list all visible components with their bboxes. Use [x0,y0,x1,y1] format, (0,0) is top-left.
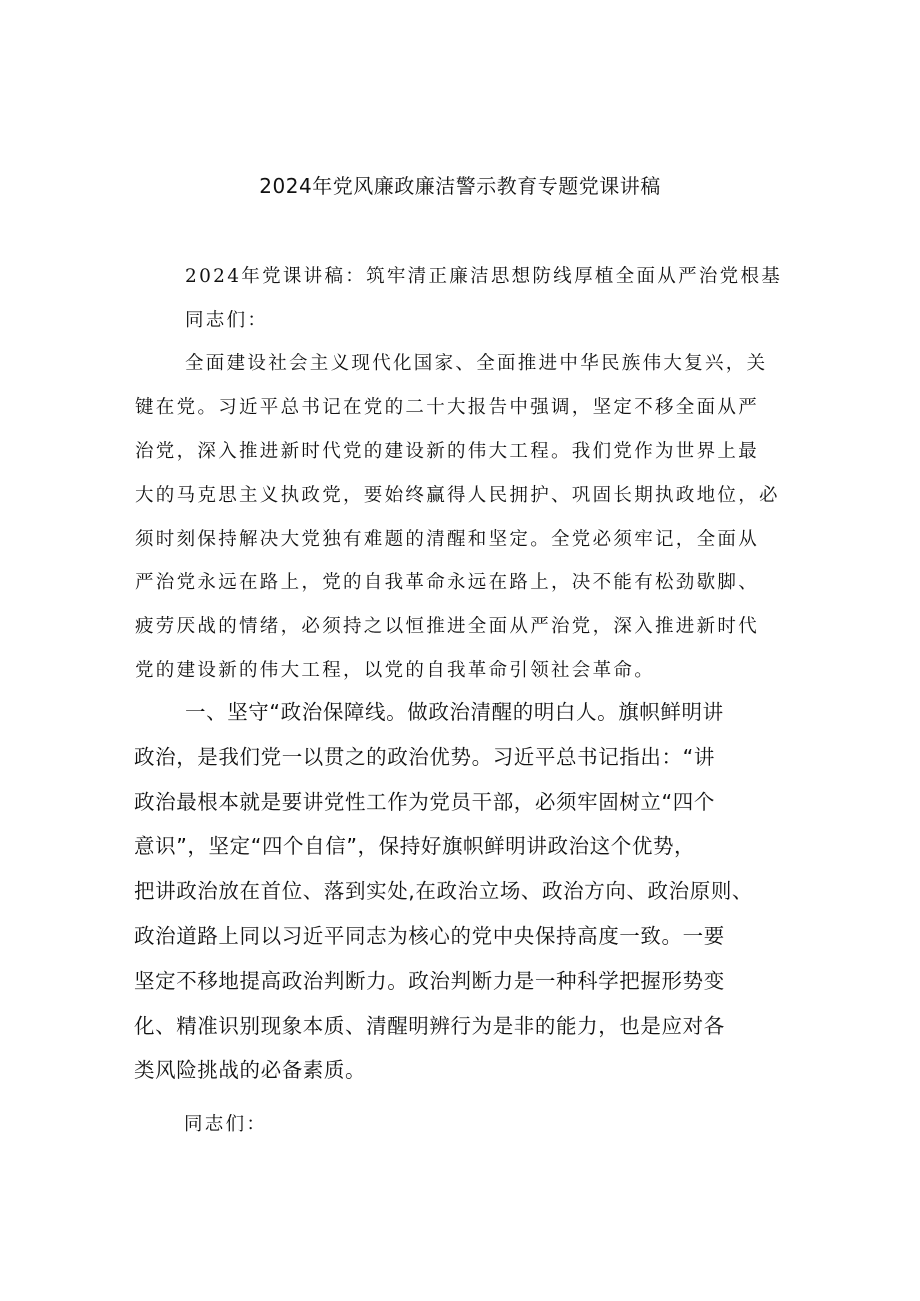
paragraph-line: 全面建设社会主义现代化国家、全面推进中华民族伟大复兴，关 [185,353,768,374]
paragraph-line: 类风险挑战的必备素质。 [134,1058,367,1083]
greeting: 同志们： [185,310,269,331]
paragraph-line: 治党，深入推进新时代党的建设新的伟大工程。我们党作为世界上最 [135,440,760,462]
paragraph-intro [135,342,795,693]
paragraph-section-one [134,690,804,1093]
paragraph-line: 一、坚守“政治保障线。做政治清醒的明白人。旗帜鲜明讲 [185,700,724,724]
document-title: 2024年党风廉政廉洁警示教育专题党课讲稿 [259,174,661,198]
paragraph-line: 政治，是我们党一以贯之的政治优势。习近平总书记指出：“讲 [134,744,715,769]
paragraph-line: 意识”，坚定“四个自信”，保持好旗帜鲜明讲政治这个优势， [134,834,696,859]
paragraph-line: 键在党。习近平总书记在党的二十大报告中强调，坚定不移全面从严 [135,396,760,418]
paragraph-line: 大的马克思主义执政党，要始终赢得人民拥护、巩固长期执政地位，必 [135,484,780,506]
paragraph-line: 疲劳厌战的情绪，必须持之以恒推进全面从严治党，深入推进新时代 [135,616,760,638]
paragraph-line: 化、精准识别现象本质、清醒明辨行为是非的能力，也是应对各 [134,1013,725,1038]
paragraph-line: 坚定不移地提高政治判断力。政治判断力是一种科学把握形势变 [134,968,725,993]
paragraph-line: 政治最根本就是要讲党性工作为党员干部，必须牢固树立“四个 [134,789,715,814]
greeting-second: 同志们： [184,1114,268,1135]
paragraph-line: 严治党永远在路上，党的自我革命永远在路上，决不能有松劲歇脚、 [135,572,760,594]
document-subtitle: 2024年党课讲稿：筑牢清正廉洁思想防线厚植全面从严治党根基 [185,266,783,287]
paragraph-line: 把讲政治放在首位、落到实处,在政治立场、政治方向、政治原则、 [134,879,754,904]
paragraph-line: 须时刻保持解决大党独有难题的清醒和坚定。全党必须牢记，全面从 [135,528,760,550]
paragraph-line: 党的建设新的伟大工程，以党的自我革命引领社会革命。 [135,660,656,682]
paragraph-line: 政治道路上同以习近平同志为核心的党中央保持高度一致。一要 [134,923,725,948]
